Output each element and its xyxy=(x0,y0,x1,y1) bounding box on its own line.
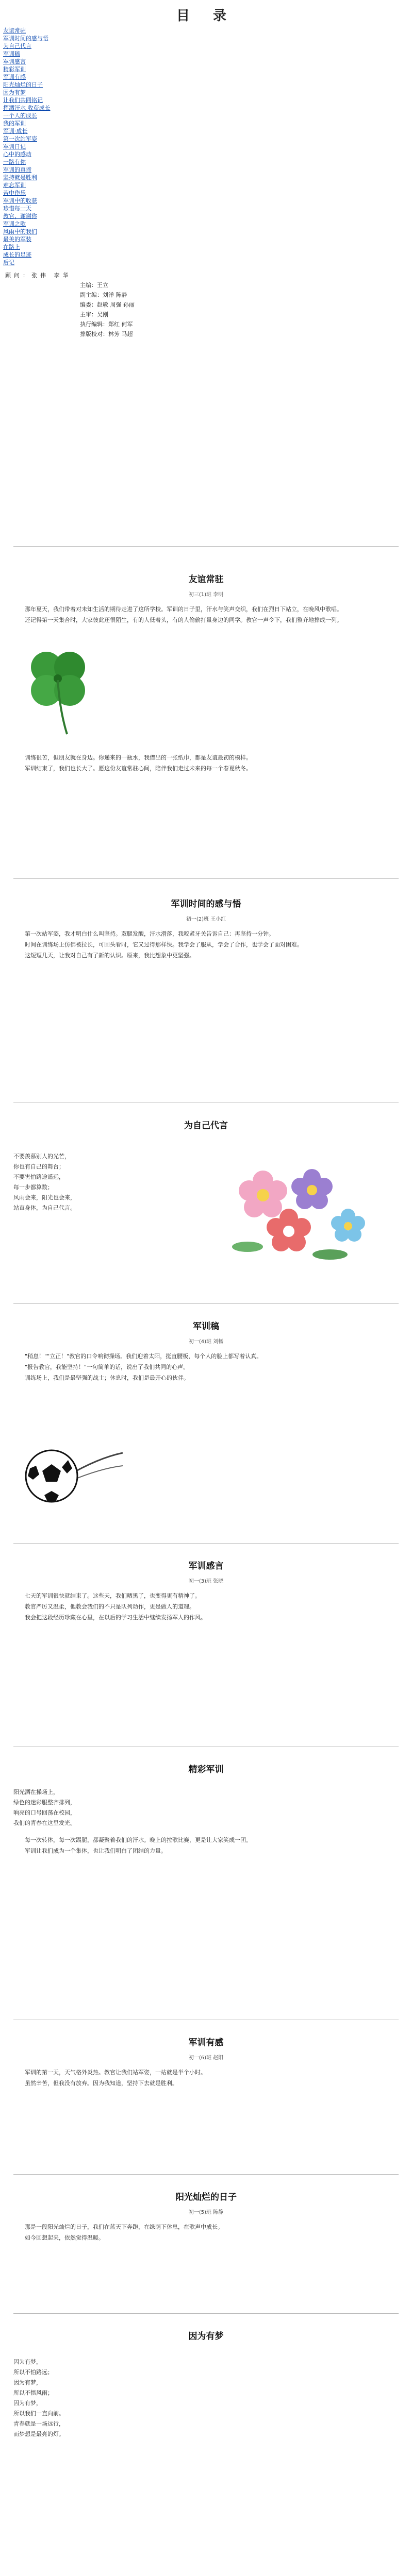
article-paragraph: 每一次转体，每一次踢腿，都凝聚着我们的汗水。晚上的拉歌比赛，更是让大家笑成一团。 xyxy=(25,1837,252,1843)
toc-item xyxy=(3,196,412,204)
editorial-row: 副主编：刘洋 陈静 xyxy=(80,292,127,298)
article-title: 友谊常驻 xyxy=(188,574,224,585)
toc-link[interactable]: 因为有梦 xyxy=(3,89,26,96)
article-title: 军训稿 xyxy=(193,1321,219,1332)
toc-item xyxy=(3,227,412,234)
article-paragraph: 这短短几天，让我对自己有了新的认识。原来，我比想象中更坚强。 xyxy=(25,952,195,959)
toc-item xyxy=(3,234,412,242)
toc-link[interactable]: 友谊常驻 xyxy=(3,27,26,34)
toc-link[interactable]: 军训·成长 xyxy=(3,128,28,134)
toc-link[interactable]: 成长的足迹 xyxy=(3,251,31,258)
toc-item xyxy=(3,134,412,142)
toc-item xyxy=(3,180,412,188)
poem-line: 因为有梦， xyxy=(13,2359,42,2365)
toc-item xyxy=(3,103,412,111)
four-leaf-clover-image xyxy=(21,639,98,737)
poem-title: 因为有梦 xyxy=(188,2331,224,2342)
toc-link[interactable]: 军训之歌 xyxy=(3,221,26,227)
article-author: 初三(1)班 李明 xyxy=(188,592,224,598)
toc-link[interactable]: 我的军训 xyxy=(3,120,26,127)
toc-item xyxy=(3,33,412,41)
toc-item xyxy=(3,258,412,265)
article-sunny-days xyxy=(0,2190,412,2243)
editorial-row: 顾问：张伟 李华 xyxy=(5,272,72,279)
editorial-row: 排版校对：林芳 马超 xyxy=(80,331,133,337)
toc-link[interactable]: 阳光灿烂的日子 xyxy=(3,81,43,88)
article-author: 初一(2)班 王小红 xyxy=(186,917,226,922)
football-image xyxy=(21,1437,124,1515)
section-divider xyxy=(13,878,399,879)
toc-item xyxy=(3,49,412,57)
toc-link[interactable]: 坚持就是胜利 xyxy=(3,174,37,181)
toc-link[interactable]: 在路上 xyxy=(3,244,20,250)
poem-line: 响亮的口号回荡在校园， xyxy=(13,1809,76,1816)
article-paragraph: 第一次站军姿，我才明白什么叫坚持。双腿发酸，汗水滑落，我咬紧牙关告诉自己：再坚持一分钟。 xyxy=(25,930,274,937)
poem-line: 所以我们一直向前。 xyxy=(13,2410,64,2417)
poem-line: 你也有自己的舞台； xyxy=(13,1163,64,1170)
poem-line: 青春就是一场远行， xyxy=(13,2420,64,2427)
poem-line: 不要羡慕别人的光芒， xyxy=(13,1153,70,1160)
toc-title: 目 录 xyxy=(176,8,236,24)
poem-line: 我们的青春在这里发光。 xyxy=(13,1820,76,1826)
toc-link[interactable]: 难忘军训 xyxy=(3,182,26,189)
toc-item xyxy=(3,188,412,196)
toc-item xyxy=(3,41,412,49)
toc-link[interactable]: 精彩军训 xyxy=(3,66,26,73)
article-title: 阳光灿烂的日子 xyxy=(175,2192,237,2202)
article-paragraph: 虽然辛苦，但我没有放弃。因为我知道，坚持下去就是胜利。 xyxy=(25,2080,178,2087)
article-paragraph: "报告教官，我能坚持！"一句简单的话，说出了我们共同的心声。 xyxy=(25,1364,189,1370)
editorial-row: 主审：吴刚 xyxy=(80,311,108,318)
toc-link[interactable]: 风雨中的我们 xyxy=(3,228,37,235)
article-training-speech xyxy=(0,1319,412,1383)
article-paragraph: 那年夏天，我们带着对未知生活的期待走进了这所学校。军训的日子里，汗水与笑声交织，我们在烈日下站立，在晚风中歌唱。 xyxy=(25,606,342,613)
editorial-row: 编委：赵敏 周强 孙丽 xyxy=(80,301,135,308)
poem-line: 因为有梦， xyxy=(13,2379,42,2386)
toc-link[interactable]: 珍惜每一天 xyxy=(3,205,31,212)
toc-link[interactable]: 让我们共同铭记 xyxy=(3,97,43,104)
toc-link[interactable]: 军训稿 xyxy=(3,50,20,57)
toc-item xyxy=(3,165,412,173)
toc-item xyxy=(3,111,412,118)
toc-link[interactable]: 第一次站军姿 xyxy=(3,135,37,142)
section-divider xyxy=(13,546,399,547)
article-author: 初一(4)班 刘畅 xyxy=(188,1339,224,1345)
article-title: 军训感言 xyxy=(188,1561,224,1571)
article-paragraph: 训练很苦，但朋友就在身边。你递来的一瓶水，我借出的一张纸巾，都是友谊最初的模样。 xyxy=(25,754,252,761)
toc-link[interactable]: 一路有你 xyxy=(3,159,26,165)
editorial-row: 执行编辑：郑红 何军 xyxy=(80,321,133,328)
article-paragraph: 教官严厉又温柔，他教会我们的不只是队列动作，更是做人的道理。 xyxy=(25,1603,195,1610)
toc-item xyxy=(3,204,412,211)
toc-item xyxy=(3,242,412,250)
poem-line: 所以不怕路远； xyxy=(13,2369,53,2376)
toc-item xyxy=(3,118,412,126)
toc-link[interactable]: 最美的军装 xyxy=(3,236,31,243)
poem-line: 而梦想是最亮的灯。 xyxy=(13,2431,64,2437)
poem-line: 阳光洒在操场上， xyxy=(13,1789,59,1795)
toc-item xyxy=(3,26,412,33)
toc-link[interactable]: 军训时间的感与悟 xyxy=(3,35,48,42)
toc-link[interactable]: 军训日记 xyxy=(3,143,26,150)
article-paragraph: 那是一段阳光灿烂的日子，我们在蓝天下奔跑，在绿荫下休息，在歌声中成长。 xyxy=(25,2224,223,2230)
poem-line: 不要害怕路途遥远， xyxy=(13,1174,64,1180)
toc-item xyxy=(3,219,412,227)
toc-link[interactable]: 为自己代言 xyxy=(3,43,31,49)
section-divider xyxy=(13,2174,399,2175)
toc-list xyxy=(0,26,412,265)
article-paragraph: 还记得第一天集合时，大家彼此还很陌生，有的人低着头，有的人偷偷打量身边的同学。教官一声令下，我们整齐地排成一列。 xyxy=(25,617,342,623)
article-paragraph: 训练场上，我们是最坚强的战士；休息时，我们是最开心的伙伴。 xyxy=(25,1375,189,1381)
article-paragraph: "稍息！""立正！"教官的口令响彻操场。我们迎着太阳，挺直腰板，每个人的脸上都写着认真。 xyxy=(25,1353,262,1360)
article-title: 军训时间的感与悟 xyxy=(171,899,241,909)
toc-link[interactable]: 苦中作乐 xyxy=(3,190,26,196)
poem-line: 因为有梦， xyxy=(13,2400,42,2406)
toc-item xyxy=(3,57,412,64)
article-author: 初一(3)班 张晓 xyxy=(188,1579,224,1584)
poem-line: 站直身体，为自己代言。 xyxy=(13,1205,76,1211)
poem-line: 所以不惧风雨； xyxy=(13,2389,53,2396)
article-friendship xyxy=(0,572,412,625)
poem-line: 绿色的迷彩服整齐排列， xyxy=(13,1799,76,1806)
toc-item xyxy=(3,173,412,180)
toc-link[interactable]: 军训有感 xyxy=(3,74,26,80)
toc-item xyxy=(3,72,412,80)
toc-item xyxy=(3,149,412,157)
toc-item xyxy=(3,250,412,258)
article-paragraph: 时间在训练场上仿佛被拉长，可回头看时，它又过得那样快。我学会了服从，学会了合作，也学会了面对困难。 xyxy=(25,941,303,948)
editorial-board xyxy=(0,270,412,339)
article-title: 精彩军训 xyxy=(188,1765,224,1775)
article-author: 初一(6)班 赵阳 xyxy=(188,2055,224,2061)
section-divider xyxy=(13,2313,399,2314)
toc-item xyxy=(3,142,412,149)
article-wonderful-training xyxy=(0,1762,412,1856)
article-training-thoughts xyxy=(0,1558,412,1623)
article-friendship-cont xyxy=(0,752,412,774)
toc-item xyxy=(3,80,412,88)
poem-because-of-dreams xyxy=(0,2329,412,2439)
editorial-row: 主编：王立 xyxy=(80,282,108,289)
article-title: 军训有感 xyxy=(188,2038,224,2048)
article-author: 初一(5)班 陈静 xyxy=(188,2210,224,2215)
poem-line: 每一步都算数； xyxy=(13,1184,53,1191)
article-paragraph: 如今回想起来，依然觉得温暖。 xyxy=(25,2234,104,2241)
article-paragraph: 七天的军训很快就结束了。这些天，我们晒黑了，也变得更有精神了。 xyxy=(25,1592,201,1599)
article-training-reflection xyxy=(0,896,412,961)
toc-link[interactable]: 挥洒汗水 收获成长 xyxy=(3,105,51,111)
toc-link[interactable]: 一个人的成长 xyxy=(3,112,37,119)
poem-line: 风雨会来，阳光也会来， xyxy=(13,1194,76,1201)
section-divider xyxy=(13,1303,399,1304)
article-paragraph: 我会把这段经历珍藏在心里，在以后的学习生活中继续发扬军人的作风。 xyxy=(25,1614,206,1621)
toc-item xyxy=(3,211,412,219)
article-training-feelings xyxy=(0,2035,412,2089)
article-paragraph: 军训让我们成为一个集体，也让我们明白了团结的力量。 xyxy=(25,1848,167,1854)
toc-link[interactable]: 军训中的收获 xyxy=(3,197,37,204)
article-paragraph: 军训的第一天，天气格外炎热。教官让我们站军姿，一站就是半个小时。 xyxy=(25,2069,206,2076)
toc-link[interactable]: 军训的真谛 xyxy=(3,166,31,173)
toc-item xyxy=(3,64,412,72)
toc-item xyxy=(3,95,412,103)
section-divider xyxy=(13,1543,399,1544)
toc-link[interactable]: 心中的感动 xyxy=(3,151,31,158)
toc-item xyxy=(3,157,412,165)
toc-link[interactable]: 军训感言 xyxy=(3,58,26,65)
flowers-image xyxy=(217,1159,387,1267)
toc-link[interactable]: 后记 xyxy=(3,259,14,266)
article-paragraph: 军训结束了，我们也长大了。愿这份友谊常驻心间，陪伴我们走过未来的每一个春夏秋冬。 xyxy=(25,765,252,772)
toc-link[interactable]: 教官，谢谢你 xyxy=(3,213,37,219)
toc-item xyxy=(3,126,412,134)
poem-title: 为自己代言 xyxy=(184,1121,228,1131)
toc-item xyxy=(3,88,412,95)
